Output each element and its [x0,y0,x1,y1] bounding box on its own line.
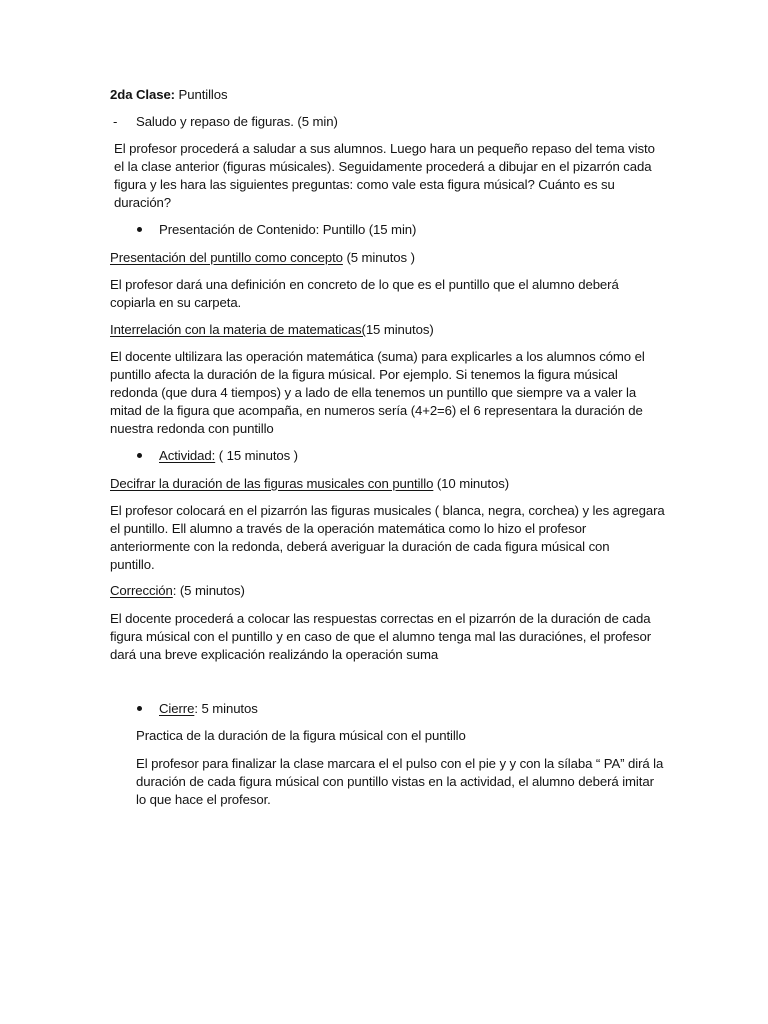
paragraph-line: El docente ultilizara las operación matemática (suma) para explicarles a los alumnos cómo el [110,349,645,364]
bullet-icon [137,453,142,458]
paragraph-line: el la clase anterior (figuras músicales). Seguidamente procederá a dibujar en el pizarrón cada [114,159,652,174]
page-title [110,86,228,104]
heading-underlined: Decifrar la duración de las figuras musicales con puntillo [110,476,434,491]
item-rest: : 5 minutos [194,701,258,716]
paragraph-line: anteriormente con la redonda, deberá averiguar la duración de cada figura músical con [110,539,610,554]
item-underlined: Actividad: [159,448,216,463]
list-item-cierre [159,700,258,718]
paragraph-line: nuestra redonda con puntillo [110,421,274,436]
heading-underlined: Corrección [110,583,173,598]
paragraph-line: copiarla en su carpeta. [110,295,242,310]
paragraph-line: lo que hace el profesor. [136,792,271,807]
paragraph-line: mitad de la figura que acompaña, en numeros sería (4+2=6) el 6 representara la duración de [110,403,643,418]
paragraph-line: El profesor para finalizar la clase marcara el el pulso con el pie y y con la sílaba “ PA” dirá la [136,756,664,771]
paragraph-line: figura y les hara las siguientes preguntas: como vale esta figura músical? Cuánto es su [114,177,615,192]
paragraph-line: El profesor procederá a saludar a sus alumnos. Luego hara un pequeño repaso del tema visto [114,141,655,156]
list-item-actividad [159,447,298,465]
heading-rest: 15 minutos) [365,322,434,337]
list-item-saludo: Saludo y repaso de figuras. (5 min) [136,114,338,129]
paragraph-line: duración de cada figura músical con puntillo vistas en la actividad, el alumno deberá imitar [136,774,654,789]
paragraph-line: el puntillo. Ell alumno a través de la operación matemática como lo hizo el profesor [110,521,587,536]
heading-rest: : (5 minutos) [172,583,245,598]
title-rest: Puntillos [174,87,228,102]
paragraph-line: figura músical con el puntillo y en caso de que el alumno tenga mal las duraciónes, el profesor [110,629,652,644]
list-item-presentacion: Presentación de Contenido: Puntillo (15 min) [159,222,417,237]
paragraph-line: puntillo afecta la duración de la figura músical. Por ejemplo. Si tenemos la figura músical [110,367,618,382]
heading-rest: (5 minutos ) [342,250,415,265]
title-prefix: 2da Clase: [110,87,175,102]
paragraph-line: El docente procederá a colocar las respuestas correctas en el pizarrón de la duración de cada [110,611,651,626]
paragraph-line: dará una breve explicación realizándo la operación suma [110,647,439,662]
dash-marker: - [113,114,118,129]
heading-underlined: Interrelación con la materia de matematicas( [110,322,366,337]
item-underlined: Cierre [159,701,195,716]
section-heading [110,582,245,600]
paragraph-line: redonda (que dura 4 tiempos) y a lado de ella tenemos un puntillo que siempre va a valer la [110,385,637,400]
bullet-icon [137,227,142,232]
heading-rest: (10 minutos) [433,476,509,491]
item-rest: ( 15 minutos ) [215,448,298,463]
section-heading [110,249,415,267]
bullet-icon [137,706,142,711]
paragraph-line: El profesor colocará en el pizarrón las figuras musicales ( blanca, negra, corchea) y les agregara [110,503,665,518]
paragraph-line: Practica de la duración de la figura músical con el puntillo [136,728,466,743]
paragraph-line: El profesor dará una definición en concreto de lo que es el puntillo que el alumno deberá [110,277,619,292]
section-heading [110,475,509,493]
paragraph-line: duración? [114,195,172,210]
section-heading [110,321,434,339]
heading-underlined: Presentación del puntillo como concepto [110,250,343,265]
paragraph-line: puntillo. [110,557,155,572]
